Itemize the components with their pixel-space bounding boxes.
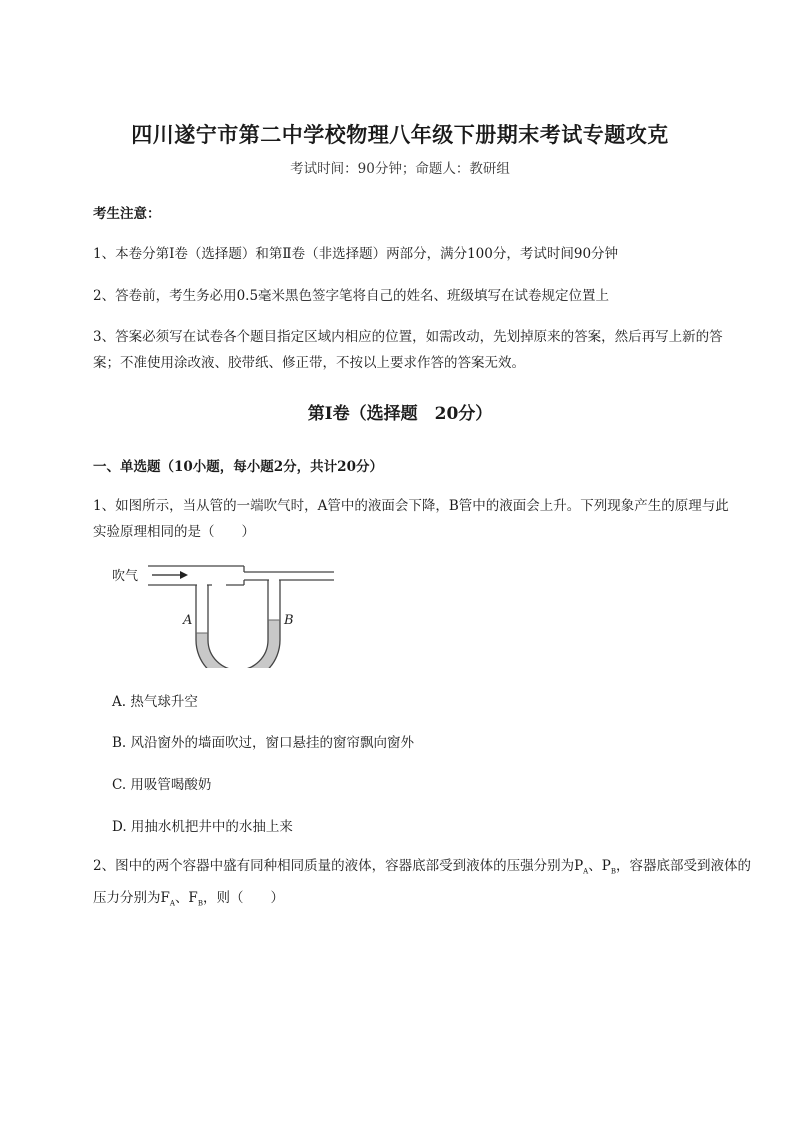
arrow-icon [180,571,188,579]
tube-figure [108,558,348,672]
q2-sub-fb: B [197,899,203,908]
option-c[interactable]: C. 用吸管喝酸奶 [112,777,212,793]
notice-heading: 考生注意： [93,206,161,222]
q2-sep-1: 、P [588,858,611,874]
blow-label: 吹气 [112,569,139,584]
q2-sub-pb: B [610,867,616,876]
q2-sub-pa: A [583,867,589,876]
label-b: B [284,613,294,628]
exam-info: 考试时间：90分钟；命题人：教研组 [290,161,510,177]
u-tube-inner [208,580,268,668]
option-a[interactable]: A. 热气球升空 [112,694,198,710]
q2-text-2: ，容器底部受到液体的压力分别为F [93,858,751,906]
q2-text-3: ，则（ ） [202,889,284,906]
notice-item-3: 3、答案必须写在试卷各个题目指定区域内相应的位置，如需改动，先划掉原来的答案，然后再写上新的答案；不准使用涂改液、胶带纸、修正带，不按以上要求作答的答案无效。 [93,329,723,371]
notice-item-2: 2、答卷前，考生务必用0.5毫米黑色签字笔将自己的姓名、班级填写在试卷规定位置上 [93,288,610,304]
question-1-stem: 1、如图所示，当从管的一端吹气时，A管中的液面会下降，B管中的液面会上升。下列现象产生的原理与此实验原理相同的是（ ） [93,498,729,540]
label-a: A [183,613,193,628]
question-2-stem [93,853,753,916]
q2-sep-2: 、F [174,889,198,906]
page-title: 四川遂宁市第二中学校物理八年级下册期末考试专题攻克 [131,122,669,147]
part-heading: 一、单选题（10小题，每小题2分，共计20分） [93,459,383,475]
notice-item-1: 1、本卷分第Ⅰ卷（选择题）和第Ⅱ卷（非选择题）两部分，满分100分，考试时间90分钟 [93,246,619,262]
u-tube-diagram [108,558,348,668]
q2-sub-fa: A [169,899,175,908]
option-d[interactable]: D. 用抽水机把井中的水抽上来 [112,819,293,835]
q2-text-1: 2、图中的两个容器中盛有同种相同质量的液体，容器底部受到液体的压强分别为P [93,858,584,874]
section-title: 第Ⅰ卷（选择题 20分） [307,404,493,424]
option-b[interactable]: B. 风沿窗外的墙面吹过，窗口悬挂的窗帘飘向窗外 [112,735,415,751]
